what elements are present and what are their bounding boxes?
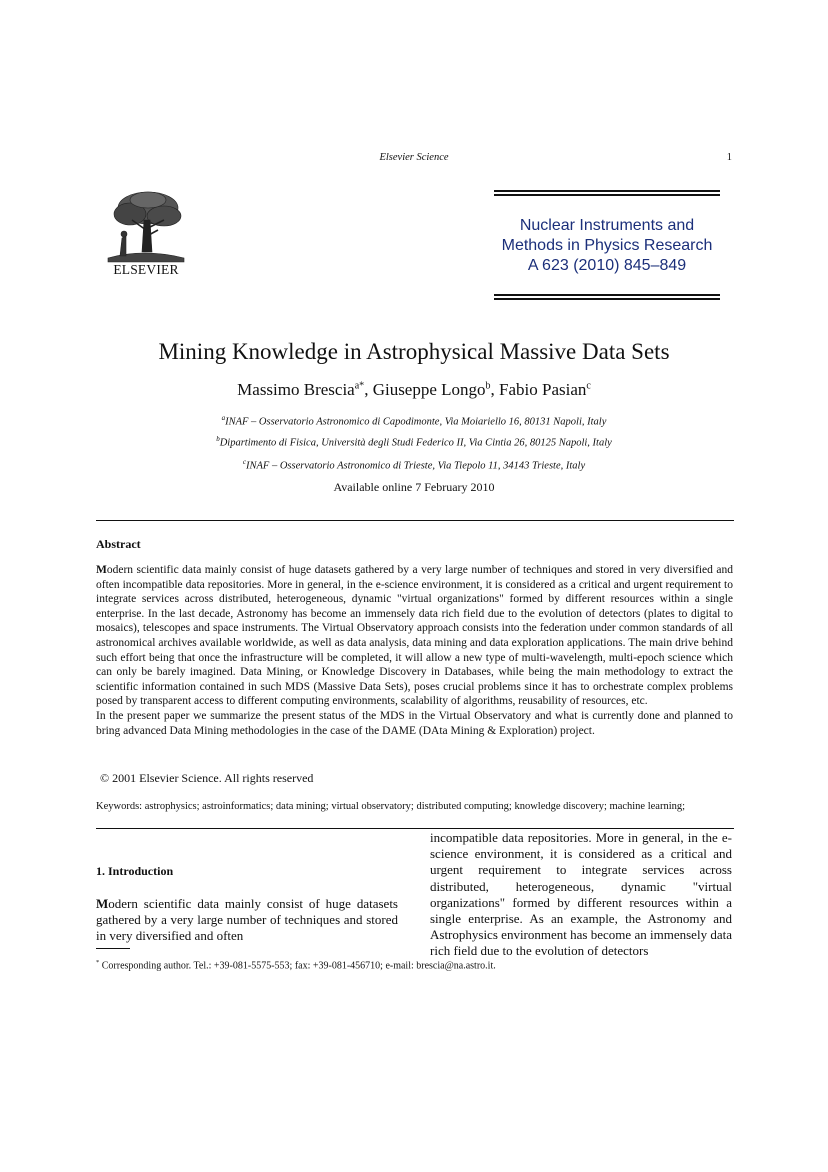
abstract-body bbox=[96, 563, 733, 738]
affiliation bbox=[0, 458, 828, 472]
section-heading: 1. Introduction bbox=[96, 864, 174, 878]
body-paragraph: incompatible data repositories. More in general, in the e-science environment, it is considered as a critical and urgent requirement to integrate services across distributed, heterogeneous, dynamic "virtual organizations" formed by different resources within a single enterprise. As an example, the Astronomy and Astrophysics environment has become an immensely data rich field due to the evolution of detectors bbox=[430, 830, 732, 959]
article-title: Mining Knowledge in Astrophysical Massive Data Sets bbox=[158, 339, 670, 364]
footnote bbox=[96, 959, 496, 971]
author-mark: a* bbox=[354, 380, 365, 392]
author-mark: c bbox=[586, 380, 591, 392]
author-mark: b bbox=[485, 380, 491, 392]
publisher-logo-word: ELSEVIER bbox=[113, 262, 179, 277]
author-separator: , bbox=[490, 380, 500, 399]
body-column-left bbox=[96, 896, 398, 945]
affiliation-mark: a bbox=[221, 414, 226, 422]
author-name: Fabio Pasian bbox=[499, 380, 587, 399]
author-separator: , bbox=[364, 380, 373, 399]
keywords: Keywords: astrophysics; astroinformatics; data mining; virtual observatory; distributed computing; knowledge discovery; machine learning; bbox=[96, 801, 686, 812]
footnote-text: Corresponding author. Tel.: +39-081-5575-553; fax: +39-081-456710; e-mail: brescia@na.astro.it. bbox=[99, 960, 496, 972]
author-list bbox=[0, 380, 828, 400]
drop-initial: M bbox=[96, 564, 107, 576]
body-paragraph bbox=[96, 896, 398, 945]
copyright-notice: © 2001 Elsevier Science. All rights reserved bbox=[100, 771, 314, 785]
body-column-right bbox=[430, 830, 732, 960]
divider bbox=[96, 520, 734, 521]
journal-line-1: Nuclear Instruments and bbox=[519, 217, 695, 234]
journal-line-2: Methods in Physics Research bbox=[501, 237, 713, 254]
affiliation-text: Dipartimento di Fisica, Università degli Studi Federico II, Via Cintia 26, 80125 Napoli, Italy bbox=[219, 437, 612, 449]
abstract-paragraph bbox=[96, 563, 733, 709]
journal-line-3: A 623 (2010) 845–849 bbox=[527, 257, 687, 274]
journal-rule-bottom bbox=[494, 294, 720, 300]
affiliation-mark: b bbox=[216, 435, 220, 443]
running-head: Elsevier Science bbox=[379, 152, 449, 163]
journal-citation bbox=[480, 216, 734, 276]
abstract-heading: Abstract bbox=[96, 537, 141, 551]
divider bbox=[96, 828, 734, 829]
drop-initial: M bbox=[96, 896, 109, 911]
footnote-mark: * bbox=[96, 959, 100, 966]
available-online: Available online 7 February 2010 bbox=[333, 480, 495, 494]
author-name: Massimo Brescia bbox=[237, 380, 355, 399]
affiliation-mark: c bbox=[242, 458, 246, 466]
abstract-text: odern scientific data mainly consist of huge datasets gathered by a very large number of techniques and stored in very diversified and often incompatible data repositories. More in general, in the e-science environment, it is considered as a critical and urgent requirement to integrate services across distributed, heterogeneous, dynamic "virtual organizations" formed by different resources within a single enterprise. In the last decade, Astronomy has become an immensely data rich field due to the evolution of detectors (plates to digital to mosaics), telescopes and space instruments. The Virtual Observatory approach consists into the federation under common standards of all astronomical archives available worldwide, as well as data analysis, data mining and data exploration applications. The main drive behind such effort being that once the infrastructure will be completed, it will allow a new type of multi-wavelength, multi-epoch science which can only be barely imagined. Data Mining, or Knowledge Discovery in Databases, while being the main methodology to extract the scientific information contained in such MDS (Massive Data Sets), poses crucial problems since it has to orchestrate complex problems posed by transparent access to different computing environments, scalability of algorithms, reusability of resources, etc. bbox=[96, 564, 733, 708]
page-number: 1 bbox=[726, 152, 732, 163]
affiliation bbox=[0, 414, 828, 428]
affiliation-text: INAF – Osservatorio Astronomico di Trieste, Via Tiepolo 11, 34143 Trieste, Italy bbox=[246, 460, 586, 472]
journal-rule-top bbox=[494, 190, 720, 196]
affiliation-text: INAF – Osservatorio Astronomico di Capodimonte, Via Moiariello 16, 80131 Napoli, Italy bbox=[225, 416, 607, 428]
affiliation bbox=[0, 435, 828, 449]
body-text: odern scientific data mainly consist of huge datasets gathered by a very large number of techniques and stored in very diversified and often bbox=[96, 896, 398, 944]
author-name: Giuseppe Longo bbox=[372, 380, 486, 399]
abstract-paragraph: In the present paper we summarize the present status of the MDS in the Virtual Observatory and what is currently done and planned to bring advanced Data Mining methodologies in the case of the DAME (DAta Mining & Exploration) project. bbox=[96, 709, 733, 737]
footnote-rule bbox=[96, 948, 130, 949]
